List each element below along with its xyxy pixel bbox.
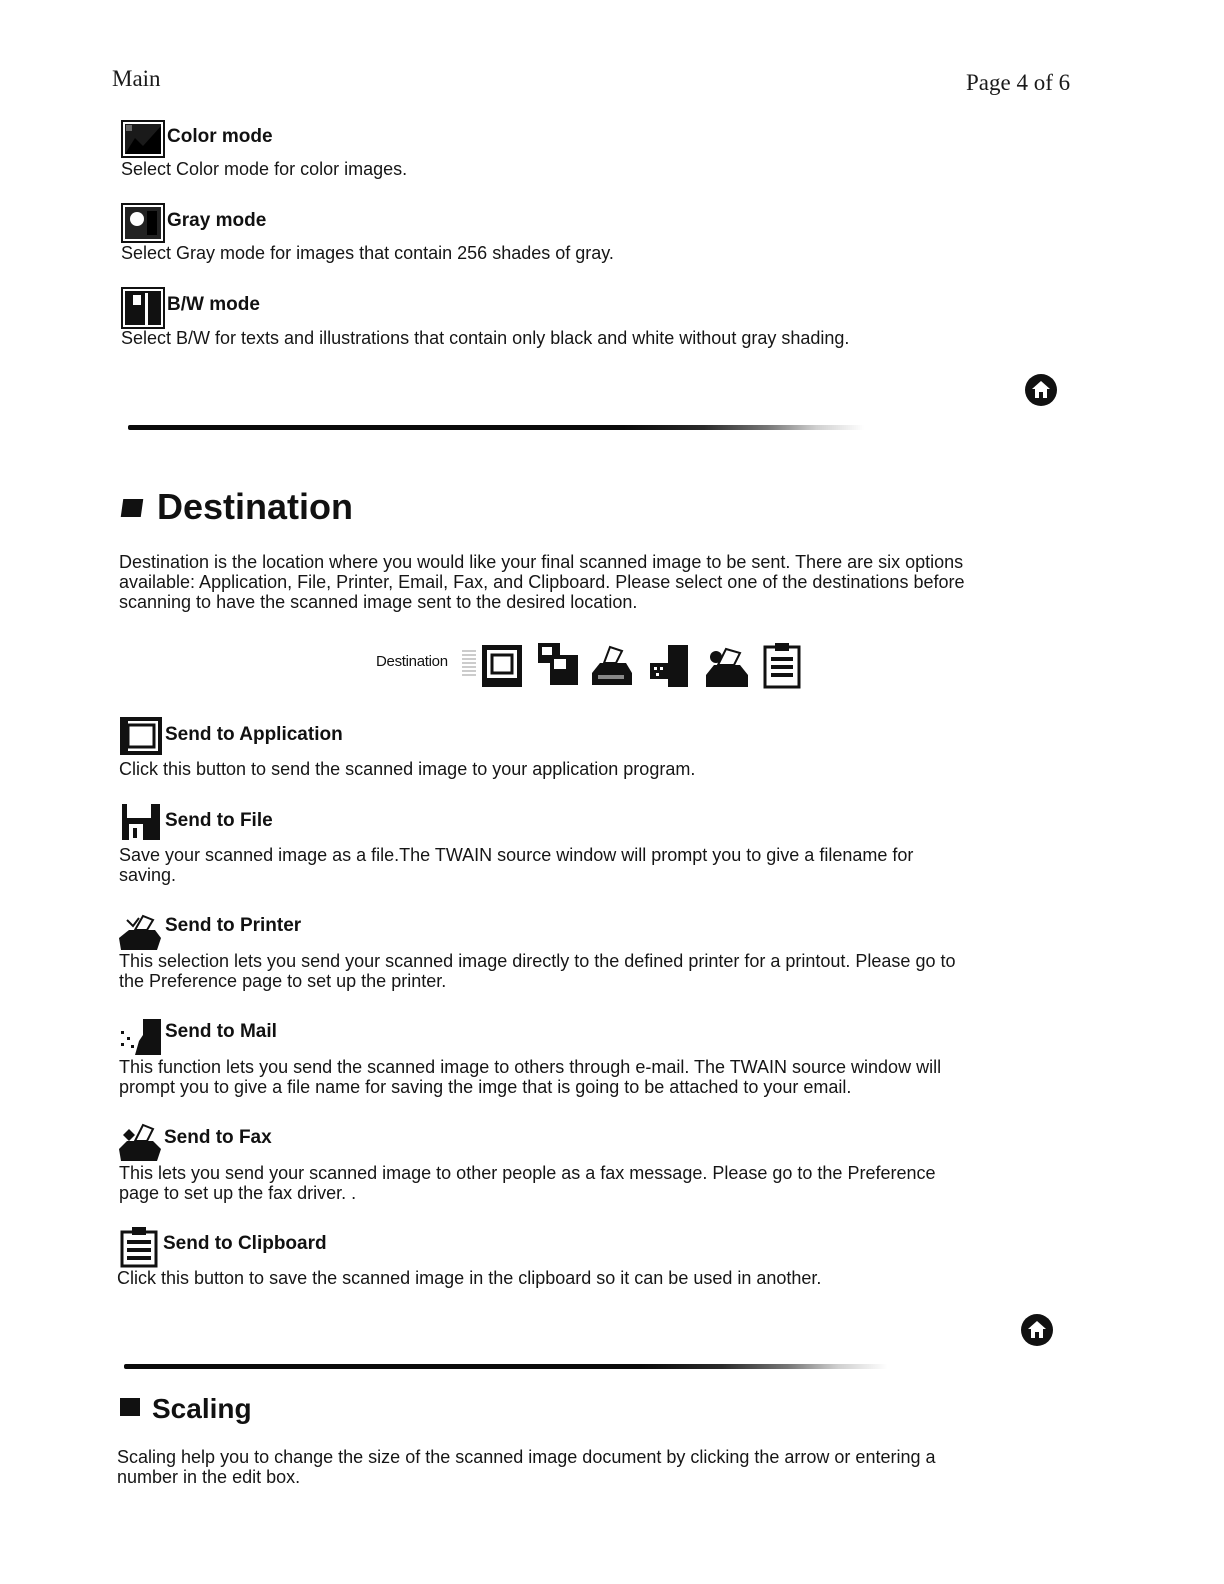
gray-mode-title: Gray mode [167, 210, 267, 231]
description-line: prompt you to give a file name for saving the imge that is going to be attached to your email. [119, 1077, 852, 1097]
gray-mode-icon [121, 203, 165, 243]
application-icon[interactable] [119, 716, 163, 756]
header-section-name: Main [112, 66, 161, 91]
fax-icon[interactable] [117, 1121, 163, 1163]
bullet-square-icon [120, 1398, 140, 1416]
intro-line: scanning to have the scanned image sent to the desired location. [119, 592, 638, 612]
clipboard-icon[interactable] [119, 1226, 159, 1268]
description-line: Click this button to save the scanned image in the clipboard so it can be used in another. [117, 1268, 822, 1288]
intro-line: Destination is the location where you would like your final scanned image to be sent. There are six options [119, 552, 964, 572]
toolbar-fax-icon[interactable] [704, 643, 750, 689]
bullet-square-icon [122, 499, 146, 519]
scaling-title: Scaling [152, 1393, 252, 1424]
toolbar-grip [462, 650, 476, 676]
destination-title: Destination [157, 486, 354, 527]
scaling-description [117, 1447, 936, 1487]
section-divider [124, 1364, 954, 1369]
toolbar-mail-icon[interactable] [646, 643, 692, 689]
toolbar-application-icon[interactable] [480, 641, 524, 689]
description-line: number in the edit box. [117, 1467, 301, 1487]
description-line: page to set up the fax driver. . [119, 1183, 357, 1203]
send-to-fax-title: Send to Fax [164, 1127, 272, 1148]
printer-icon[interactable] [117, 910, 163, 952]
color-mode-icon [121, 120, 165, 158]
send-to-application-title: Send to Application [165, 724, 343, 745]
send-to-clipboard-title: Send to Clipboard [163, 1233, 327, 1254]
toolbar-clipboard-icon[interactable] [762, 641, 802, 689]
bw-mode-icon [121, 287, 165, 329]
intro-line: available: Application, File, Printer, Email, Fax, and Clipboard. Please select one of the destinations before [119, 572, 965, 592]
description-line: This selection lets you send your scanned image directly to the defined printer for a printout. Please go to [119, 951, 956, 971]
description-line: Save your scanned image as a file.The TWAIN source window will prompt you to give a filename for [119, 845, 914, 865]
gray-mode-description: Select Gray mode for images that contain 256 shades of gray. [121, 243, 614, 263]
send-to-clipboard-description [117, 1268, 821, 1288]
description-line: Scaling help you to change the size of the scanned image document by clicking the arrow or entering a [117, 1447, 936, 1467]
header-page-number: Page 4 of 6 [966, 70, 1071, 95]
description-line: This lets you send your scanned image to other people as a fax message. Please go to the Preference [119, 1163, 936, 1183]
color-mode-description: Select Color mode for color images. [121, 159, 408, 179]
bw-mode-title: B/W mode [167, 294, 260, 315]
toolbar-printer-icon[interactable] [588, 643, 634, 689]
send-to-file-title: Send to File [165, 810, 273, 831]
home-icon[interactable] [1024, 373, 1058, 407]
send-to-printer-title: Send to Printer [165, 915, 302, 936]
description-line: saving. [119, 865, 177, 885]
send-to-fax-description [119, 1163, 936, 1203]
destination-toolbar-label: Destination [376, 653, 448, 670]
description-line: This function lets you send the scanned image to others through e-mail. The TWAIN source window will [119, 1057, 942, 1077]
send-to-mail-description [119, 1057, 941, 1097]
floppy-disk-icon[interactable] [121, 802, 161, 842]
description-line: Click this button to send the scanned image to your application program. [119, 759, 696, 779]
destination-intro [119, 552, 1079, 612]
send-to-mail-title: Send to Mail [165, 1021, 277, 1042]
home-icon[interactable] [1020, 1313, 1054, 1347]
toolbar-file-icon[interactable] [536, 641, 580, 689]
description-line: the Preference page to set up the printer. [119, 971, 447, 991]
mail-icon[interactable] [117, 1017, 163, 1057]
bw-mode-description: Select B/W for texts and illustrations that contain only black and white without gray shading. [121, 328, 850, 348]
color-mode-title: Color mode [167, 126, 273, 147]
send-to-application-description [119, 759, 695, 779]
send-to-file-description [119, 845, 913, 885]
section-divider [128, 425, 928, 430]
send-to-printer-description [119, 951, 955, 991]
